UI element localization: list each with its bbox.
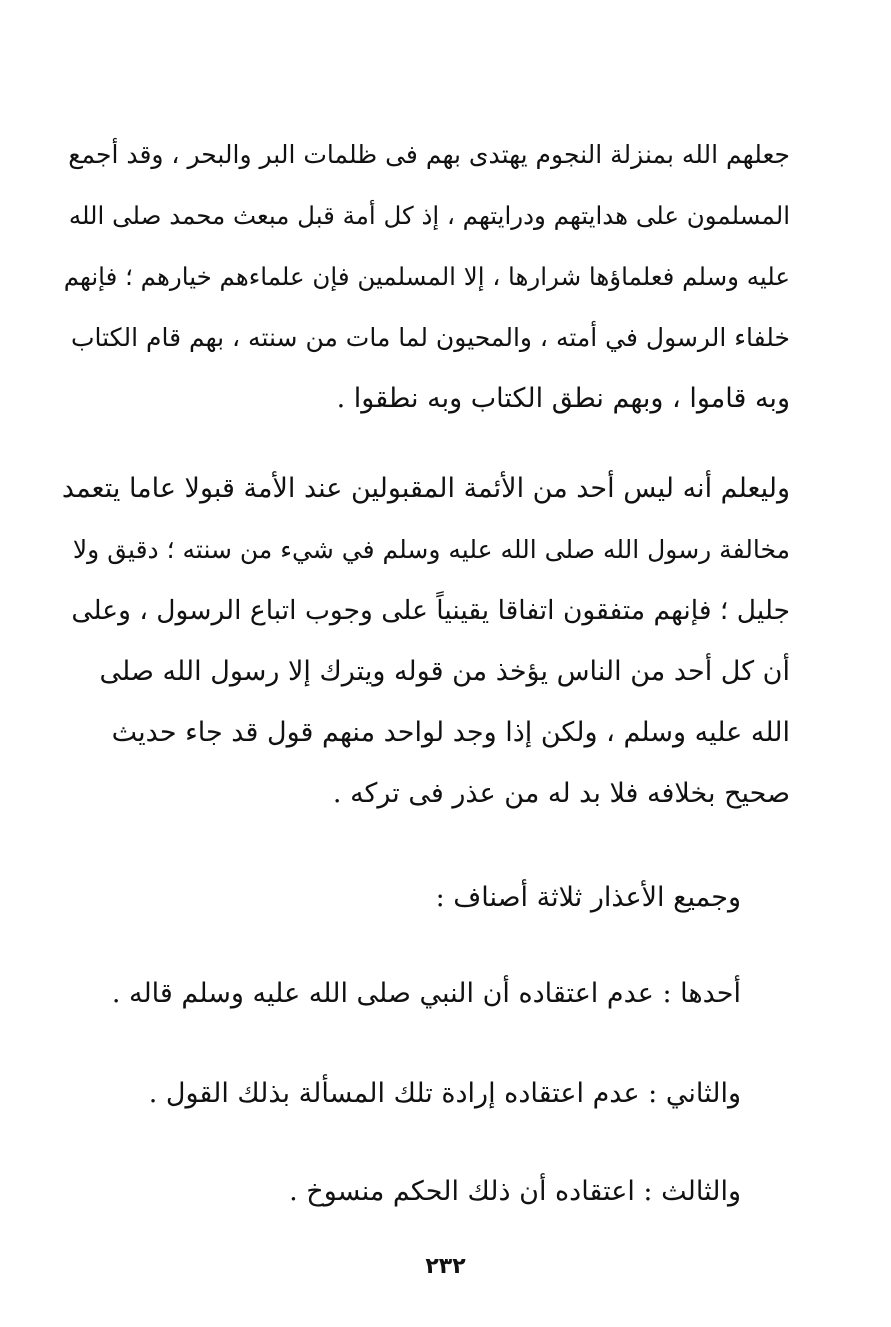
paragraph-line: وليعلم أنه ليس أحد من الأئمة المقبولين عند الأمة قبولا عاما يتعمد [61,473,790,504]
paragraph-line: جعلهم الله بمنزلة النجوم يهتدى بهم فى ظلمات البر والبحر ، وقد أجمع [68,140,790,169]
paragraph-line: صحيح بخلافه فلا بد له من عذر فى تركه . [332,778,790,809]
paragraph-imams-following-sunnah [60,458,790,824]
reason-item-first: أحدها : عدم اعتقاده أن النبي صلى الله عليه وسلم قاله . [111,978,741,1009]
reason-item-second: والثاني : عدم اعتقاده إرادة تلك المسألة بذلك القول . [148,1078,741,1109]
paragraph-scholars-status [60,124,790,429]
paragraph-line: وبه قاموا ، وبهم نطق الكتاب وبه نطقوا . [336,383,790,414]
paragraph-line: جليل ؛ فإنهم متفقون اتفاقا يقينياً على وجوب اتباع الرسول ، وعلى [71,595,790,626]
paragraph-line: أن كل أحد من الناس يؤخذ من قوله ويترك إلا رسول الله صلى [99,656,790,687]
reason-item-third: والثالث : اعتقاده أن ذلك الحكم منسوخ . [289,1176,741,1207]
paragraph-line: الله عليه وسلم ، ولكن إذا وجد لواحد منهم قول قد جاء حديث [111,717,790,748]
paragraph-line: خلفاء الرسول في أمته ، والمحيون لما مات من سنته ، بهم قام الكتاب [70,323,790,352]
reasons-intro: وجميع الأعذار ثلاثة أصناف : [435,882,741,913]
paragraph-line: مخالفة رسول الله صلى الله عليه وسلم في شيء من سنته ؛ دقيق ولا [72,535,790,564]
paragraph-line: عليه وسلم فعلماؤها شرارها ، إلا المسلمين فإن علماءهم خيارهم ؛ فإنهم [63,262,790,291]
paragraph-line: المسلمون على هدايتهم ودرايتهم ، إذ كل أمة قبل مبعث محمد صلى الله [68,201,790,230]
page-number: ٢٣٢ [425,1254,466,1279]
